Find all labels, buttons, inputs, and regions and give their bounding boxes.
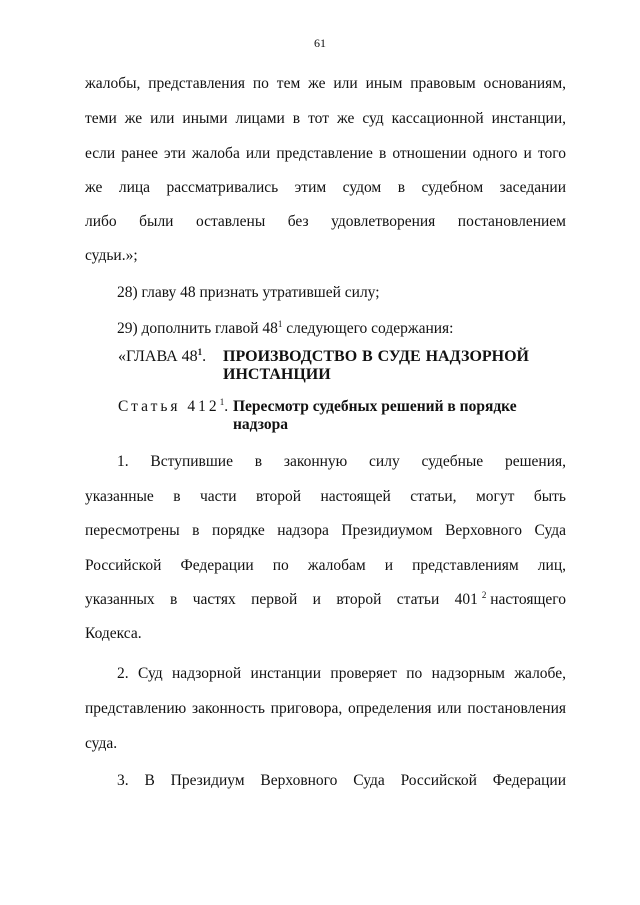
item-29-after: следующего содержания: [282, 320, 454, 337]
article-label-text: Статья 412 [118, 398, 220, 415]
article-dot: . [224, 398, 229, 415]
item-29-text: 29) дополнить главой 48 [117, 320, 278, 337]
article-title-line2: надзора [233, 416, 288, 433]
text-line: если ранее эти жалоба или представление в отношении одного и того [85, 145, 566, 162]
text-line: же лица рассматривались этим судом в судебном заседании [85, 179, 566, 196]
point-1-line: указанные в части второй настоящей статьи, могут быть [85, 488, 566, 505]
text-line: либо были оставлены без удовлетворения постановлением [85, 213, 566, 230]
point-1-line5-before: указанных в частях первой и второй статьи 401 [85, 591, 478, 608]
point-2-line: 2. Суд надзорной инстанции проверяет по надзорным жалобе, [117, 665, 566, 682]
article-title-line1: Пересмотр судебных решений в порядке [233, 398, 517, 415]
chapter-dot: . [202, 348, 207, 365]
text-line: жалобы, представления по тем же или иным правовым основаниям, [85, 75, 566, 92]
page-number: 61 [314, 36, 326, 50]
chapter-prefix: «ГЛАВА 48 [118, 348, 198, 365]
point-3-line: 3. В Президиум Верховного Суда Российской Федерации [117, 772, 566, 789]
point-1-line: 1. Вступившие в законную силу судебные решения, [117, 453, 566, 470]
point-1-line: Кодекса. [85, 625, 142, 642]
chapter-title-line2: ИНСТАНЦИИ [223, 366, 331, 383]
article-label [118, 398, 228, 416]
text-line: теми же или иными лицами в тот же суд кассационной инстанции, [85, 110, 566, 127]
article-sup: 1 [219, 397, 225, 407]
chapter-title-line1: ПРОИЗВОДСТВО В СУДЕ НАДЗОРНОЙ [223, 348, 529, 365]
point-1-line: пересмотрены в порядке надзора Президиумом Верховного Суда [85, 522, 566, 539]
amendment-item-28: 28) главу 48 признать утратившей силу; [117, 284, 380, 301]
point-2-line: суда. [85, 735, 118, 752]
point-1-line5-after: настоящего [486, 591, 566, 608]
amendment-item-29 [117, 319, 566, 339]
point-1-line-5 [85, 590, 566, 610]
item-29-sup: 1 [277, 319, 283, 329]
chapter-sup: 1 [197, 347, 203, 357]
point-1-line: Российской Федерации по жалобам и представлениям лиц, [85, 557, 566, 574]
text-line: судьи.»; [85, 247, 138, 264]
point-1-line5-sup: 2 [481, 590, 487, 600]
point-1-line5-tail [482, 590, 566, 610]
chapter-heading [118, 347, 529, 366]
point-2-line: представлению законность приговора, определения или постановления [85, 700, 566, 717]
